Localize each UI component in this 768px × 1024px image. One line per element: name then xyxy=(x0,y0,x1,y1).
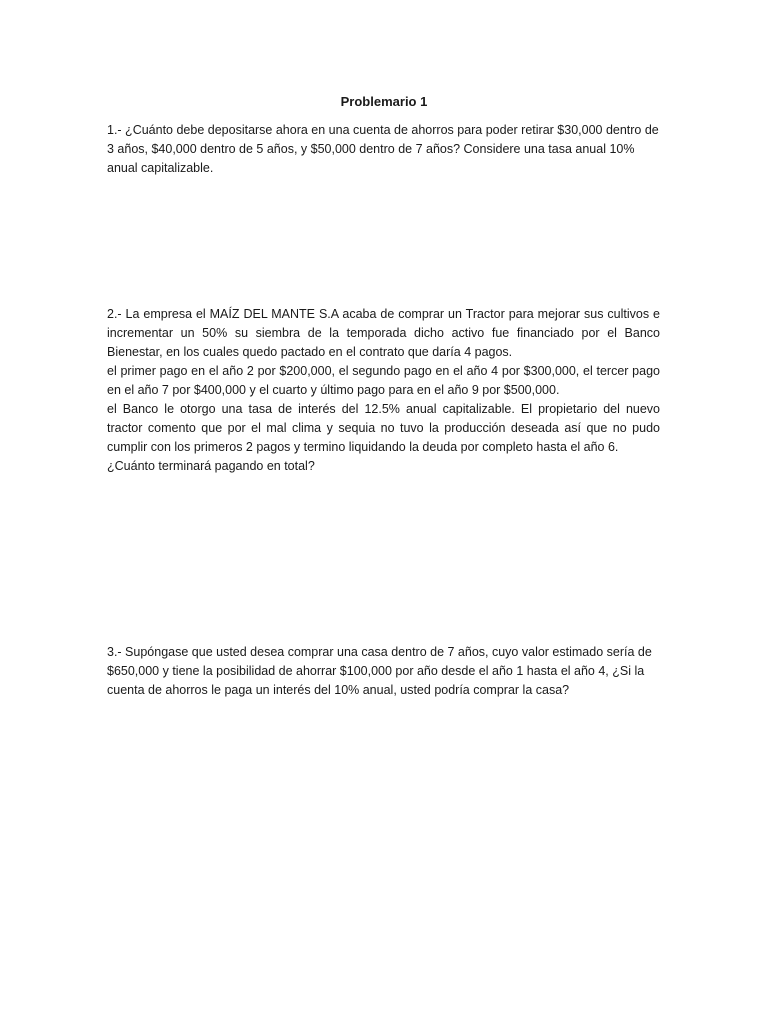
problem-2-paragraph-1: 2.- La empresa el MAÍZ DEL MANTE S.A acaba de comprar un Tractor para mejorar sus cultivos e incrementar un 50% su siembra de la temporada dicho activo fue financiado por el Banco Bienestar, en los cuales quedo pactado en el contrato que daría 4 pagos. xyxy=(107,307,660,359)
problem-1-paragraph-1: 1.- ¿Cuánto debe depositarse ahora en una cuenta de ahorros para poder retirar $30,000 dentro de 3 años, $40,000 dentro de 5 años, y $50,000 dentro de 7 años? Considere una tasa anual 10% anual capitalizable. xyxy=(107,123,659,175)
problem-3-paragraph-1: 3.- Supóngase que usted desea comprar una casa dentro de 7 años, cuyo valor estimado sería de $650,000 y tiene la posibilidad de ahorrar $100,000 por año desde el año 1 hasta el año 4, ¿Si la cuenta de ahorros le paga un interés del 10% anual, usted podría comprar la casa? xyxy=(107,645,652,697)
problem-1 xyxy=(107,121,660,178)
problem-2-question: ¿Cuánto terminará pagando en total? xyxy=(107,459,315,473)
problem-2 xyxy=(107,305,660,476)
problem-2-paragraph-3: el Banco le otorgo una tasa de interés del 12.5% anual capitalizable. El propietario del nuevo tractor comento que por el mal clima y sequia no tuvo la producción deseada así que no pudo cumplir con los primeros 2 pagos y termino liquidando la deuda por completo hasta el año 6. xyxy=(107,402,660,454)
problem-3 xyxy=(107,643,660,700)
document-title: Problemario 1 xyxy=(340,94,428,109)
problem-2-paragraph-2: el primer pago en el año 2 por $200,000, el segundo pago en el año 4 por $300,000, el tercer pago en el año 7 por $400,000 y el cuarto y último pago para en el año 9 por $500,000. xyxy=(107,364,660,397)
